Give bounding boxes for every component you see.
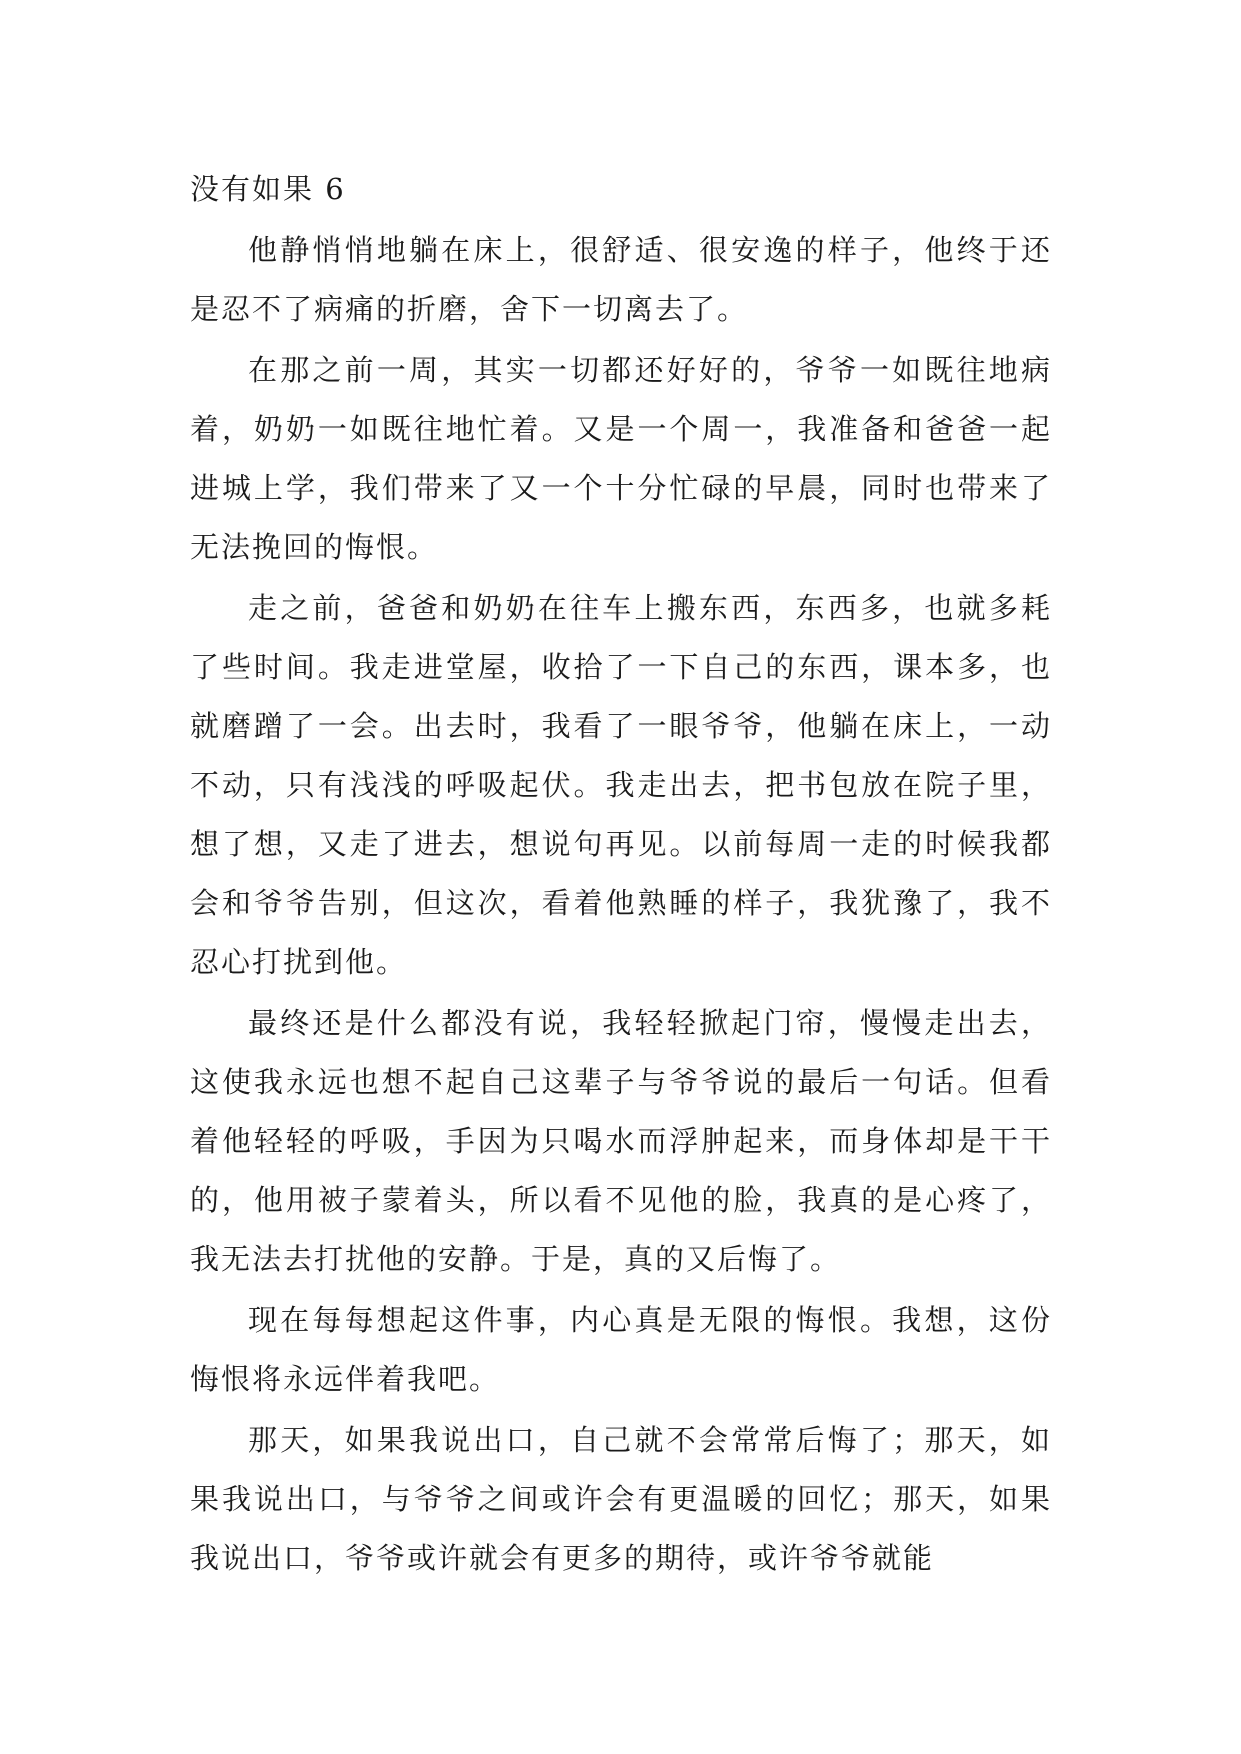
paragraph: 他静悄悄地躺在床上，很舒适、很安逸的样子，他终于还是忍不了病痛的折磨，舍下一切离去了。 (190, 233, 1052, 326)
paragraph: 现在每每想起这件事，内心真是无限的悔恨。我想，这份悔恨将永远伴着我吧。 (190, 1303, 1052, 1396)
paragraph: 最终还是什么都没有说，我轻轻掀起门帘，慢慢走出去，这使我永远也想不起自己这辈子与爷爷说的最后一句话。但看着他轻轻的呼吸，手因为只喝水而浮肿起来，而身体却是干干的，他用被子蒙着头，所以看不见他的脸，我真的是心疼了，我无法去打扰他的安静。于是，真的又后悔了。 (190, 1006, 1052, 1276)
document-title: 没有如果 6 (190, 172, 346, 206)
paragraph: 在那之前一周，其实一切都还好好的，爷爷一如既往地病着，奶奶一如既往地忙着。又是一个周一，我准备和爸爸一起进城上学，我们带来了又一个十分忙碌的早晨，同时也带来了无法挽回的悔恨。 (190, 353, 1052, 564)
paragraph: 走之前，爸爸和奶奶在往车上搬东西，东西多，也就多耗了些时间。我走进堂屋，收拾了一下自己的东西，课本多，也就磨蹭了一会。出去时，我看了一眼爷爷，他躺在床上，一动不动，只有浅浅的呼吸起伏。我走出去，把书包放在院子里，想了想，又走了进去，想说句再见。以前每周一走的时候我都会和爷爷告别，但这次，看着他熟睡的样子，我犹豫了，我不忍心打扰到他。 (190, 591, 1052, 979)
paragraph: 那天，如果我说出口，自己就不会常常后悔了；那天，如果我说出口，与爷爷之间或许会有更温暖的回忆；那天，如果我说出口，爷爷或许就会有更多的期待，或许爷爷就能 (190, 1423, 1052, 1575)
document-body (190, 160, 1052, 1590)
